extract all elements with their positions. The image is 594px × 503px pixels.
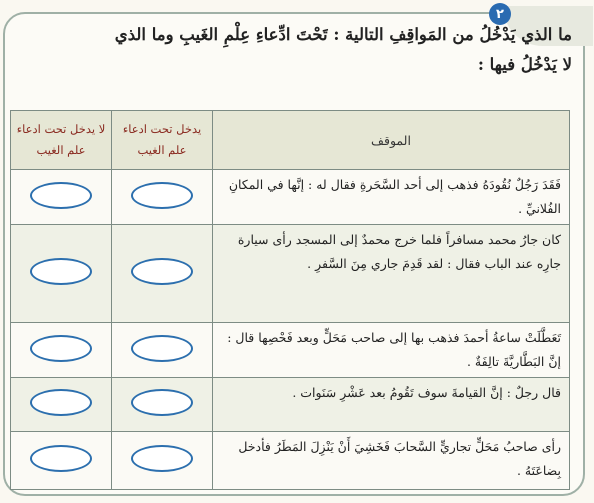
answer-oval-enters[interactable] (131, 445, 193, 472)
answer-oval-enters[interactable] (131, 335, 193, 362)
answer-oval-not-enters[interactable] (30, 335, 92, 362)
question-number-badge: ٢ (489, 3, 511, 25)
answer-cell-not-enters (11, 378, 112, 432)
header-situation: الموقف (213, 111, 570, 170)
answer-cell-not-enters (11, 323, 112, 378)
situation-text: رأى صاحبُ مَحَلٍّ تجاريٍّ السَّحابَ فَخَشِيَ أَنْ يَنْزِلَ المَطَرُ فأدخل بِضاعَتَهُ . (213, 432, 570, 490)
answer-oval-not-enters[interactable] (30, 258, 92, 285)
question-line-2: لا يَدْخُلُ فيها : (477, 55, 572, 74)
answer-cell-enters (112, 225, 213, 323)
situation-text: قال رجلٌ : إنَّ القيامةَ سوف تَقُومُ بعد عَشْرِ سَنَوات . (213, 378, 570, 432)
answer-cell-enters (112, 432, 213, 490)
answer-cell-not-enters (11, 225, 112, 323)
answer-oval-enters[interactable] (131, 389, 193, 416)
table-row (11, 170, 570, 225)
answer-oval-enters[interactable] (131, 258, 193, 285)
answer-cell-enters (112, 378, 213, 432)
header-not-enters: لا يدخل تحت ادعاء علم الغيب (11, 111, 112, 170)
header-enters: يدخل تحت ادعاء علم الغيب (112, 111, 213, 170)
table-row (11, 225, 570, 323)
situation-text: فَقَدَ رَجُلٌ نُقُودَهُ فذهب إلى أحد السَّحَرةِ فقال له : إنَّها في المكانِ الفُلانيِّ . (213, 170, 570, 225)
answer-oval-not-enters[interactable] (30, 389, 92, 416)
situation-text: كان جارُ محمد مسافراً فلما خرج محمدٌ إلى المسجد رأى سيارة جارِه عند الباب فقال : لقد قَدِمَ جاري مِنَ السَّفرِ . (213, 225, 570, 323)
table-row (11, 378, 570, 432)
question-line-1: ما الذي يَدْخُلُ من المَواقِفِ التالية : تَحْتَ ادِّعاءِ عِلْمِ الغَيبِ وما الذي (114, 25, 572, 44)
question-text (12, 20, 572, 80)
table-row (11, 432, 570, 490)
table-row (11, 323, 570, 378)
answer-cell-enters (112, 170, 213, 225)
situations-table (10, 110, 570, 490)
situation-text: تَعَطَّلَتْ ساعةُ أحمدَ فذهب بها إلى صاحب مَحَلٍّ وبعد فَحْصِها قال : إنَّ البَطَّاريَّةَ تالِفَةٌ . (213, 323, 570, 378)
answer-oval-not-enters[interactable] (30, 182, 92, 209)
answer-oval-not-enters[interactable] (30, 445, 92, 472)
answer-oval-enters[interactable] (131, 182, 193, 209)
answer-cell-not-enters (11, 170, 112, 225)
answer-cell-enters (112, 323, 213, 378)
answer-cell-not-enters (11, 432, 112, 490)
table-header-row (11, 111, 570, 170)
